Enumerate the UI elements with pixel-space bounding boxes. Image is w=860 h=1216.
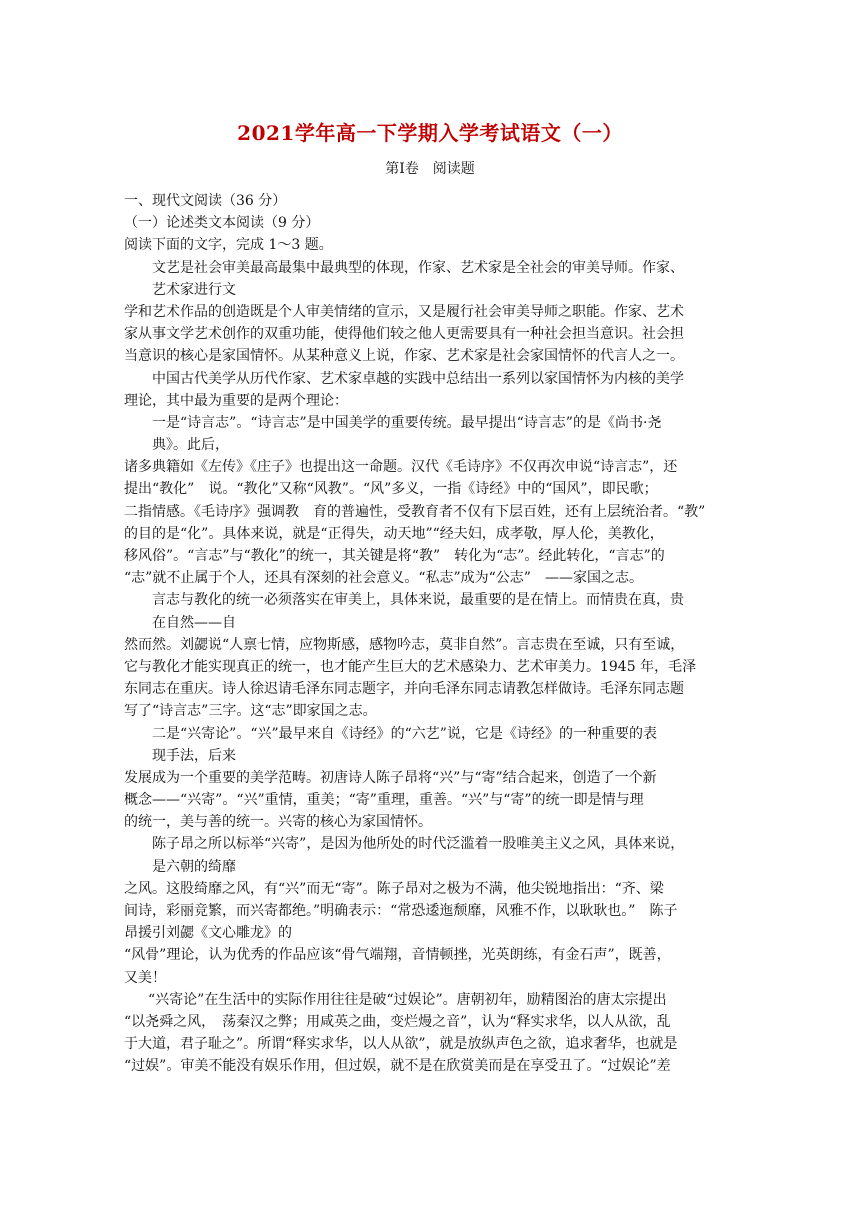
text-line: 的统一，美与善的统一。兴寄的核心为家国情怀。: [124, 814, 432, 831]
text-line: “风骨”理论，认为优秀的作品应该“骨气端翔，音情顿挫，光英朗练，有金石声”，既善，: [124, 947, 671, 964]
text-line: 艺术家进行文: [152, 281, 236, 298]
text-line: 文艺是社会审美最高最集中最典型的体现，作家、艺术家是全社会的审美导师。作家、: [152, 259, 684, 276]
text-line: “兴寄论”在生活中的实际作用往往是破“过娱论”。唐朝初年，励精图治的唐太宗提出: [148, 991, 667, 1008]
text-line: 当意识的核心是家国情怀。从某种意义上说，作家、艺术家是社会家国情怀的代言人之一。: [124, 348, 684, 365]
text-line: 二是“兴寄论”。“兴”最早来自《诗经》的“六艺”说，它是《诗经》的一种重要的表: [152, 725, 657, 742]
text-line: 言志与教化的统一必须落实在审美上，具体来说，最重要的是在情上。而情贵在真，贵: [152, 592, 684, 609]
text-line: 学和艺术作品的创造既是个人审美情绪的宣示，又是履行社会审美导师之职能。作家、艺术: [124, 303, 684, 320]
text-line: 现手法，后来: [152, 747, 236, 764]
text-line: 发展成为一个重要的美学范畴。初唐诗人陈子昂将“兴”与“寄”结合起来，创造了一个新: [124, 769, 657, 786]
text-line: 在自然——自: [152, 614, 236, 631]
text-line: 提出“教化” 说。“教化”又称“风教”。“风”多义，一指《诗经》中的“国风”，即民歌；: [124, 481, 658, 498]
text-line: 昂援引刘勰《文心雕龙》的: [124, 925, 292, 942]
text-line: 写了“诗言志”三字。这“志”即家国之志。: [124, 703, 377, 720]
text-line: 移风俗”。“言志”与“教化”的统一，其关键是将“教” 转化为“志”。经此转化，“言志”的: [124, 548, 665, 564]
text-line: 概念——“兴寄”。“兴”重情，重美；“寄”重理，重善。“兴”与“寄”的统一即是情与理: [124, 792, 644, 809]
text-line: 然而然。刘勰说“人禀七情，应物斯感，感物吟志，莫非自然”。言志贵在至诚，只有至诚，: [124, 636, 685, 653]
text-line: “志”就不止属于个人，还具有深刻的社会意义。“私志”成为“公志” ——家国之志。: [124, 570, 643, 587]
text-line: 典》。此后，: [152, 437, 229, 454]
text-line: 它与教化才能实现真正的统一，也才能产生巨大的艺术感染力、艺术审美力。1945 年，毛泽: [124, 658, 697, 675]
text-line: 又美！: [124, 969, 166, 986]
text-line: “过娱”。审美不能没有娱乐作用，但过娱，就不是在欣赏美而是在享受丑了。“过娱论”差: [124, 1058, 671, 1075]
text-line: 一、现代文阅读（36 分）: [124, 193, 287, 209]
text-line: 中国古代美学从历代作家、艺术家卓越的实践中总结出一系列以家国情怀为内核的美学: [152, 370, 684, 387]
document-title: 2021学年高一下学期入学考试语文（一）: [237, 121, 623, 145]
text-line: 是六朝的绮靡: [152, 858, 236, 875]
volume-heading: 第Ⅰ卷 阅读题: [385, 161, 475, 177]
text-line: 诸多典籍如《左传》《庄子》也提出这一命题。汉代《毛诗序》不仅再次申说“诗言志”，还: [124, 459, 678, 476]
text-line: 于大道，君子耻之”。所谓“释实求华，以人从欲”，就是放纵声色之欲，追求奢华，也就是: [124, 1036, 678, 1053]
text-line: 家从事文学艺术创作的双重功能，使得他们较之他人更需要具有一种社会担当意识。社会担: [124, 326, 684, 343]
text-line: （一）论述类文本阅读（9 分）: [124, 215, 320, 232]
text-line: 一是“诗言志”。“诗言志”是中国美学的重要传统。最早提出“诗言志”的是《尚书·尧: [152, 414, 662, 431]
text-line: 陈子昂之所以标举“兴寄”，是因为他所处的时代泛滥着一股唯美主义之风，具体来说，: [152, 836, 685, 853]
text-line: 阅读下面的文字，完成 1～3 题。: [124, 237, 333, 254]
text-line: “以尧舜之风， 荡秦汉之弊；用咸英之曲，变烂熳之音”，认为“释实求华，以人从欲，乱: [124, 1013, 671, 1030]
text-line: 之风。这股绮靡之风，有“兴”而无“寄”。陈子昂对之极为不满，他尖锐地指出：“齐、梁: [124, 880, 664, 897]
text-line: 二指情感。《毛诗序》强调教 育的普遍性，受教育者不仅有下层百姓，还有上层统治者。“教”: [124, 503, 706, 520]
text-line: 理论，其中最为重要的是两个理论：: [124, 392, 348, 409]
text-line: 间诗，彩丽竞繁，而兴寄都绝。”明确表示：“常恐逶迤颓靡，风雅不作，以耿耿也。” 陈子: [124, 903, 678, 919]
text-line: 东同志在重庆。诗人徐迟请毛泽东同志题字，并向毛泽东同志请教怎样做诗。毛泽东同志题: [124, 681, 684, 698]
text-line: 的目的是“化”。具体来说，就是“正得失，动天地”“经夫妇，成孝敬，厚人伦，美教化，: [124, 525, 664, 542]
document-body: [124, 190, 736, 1078]
